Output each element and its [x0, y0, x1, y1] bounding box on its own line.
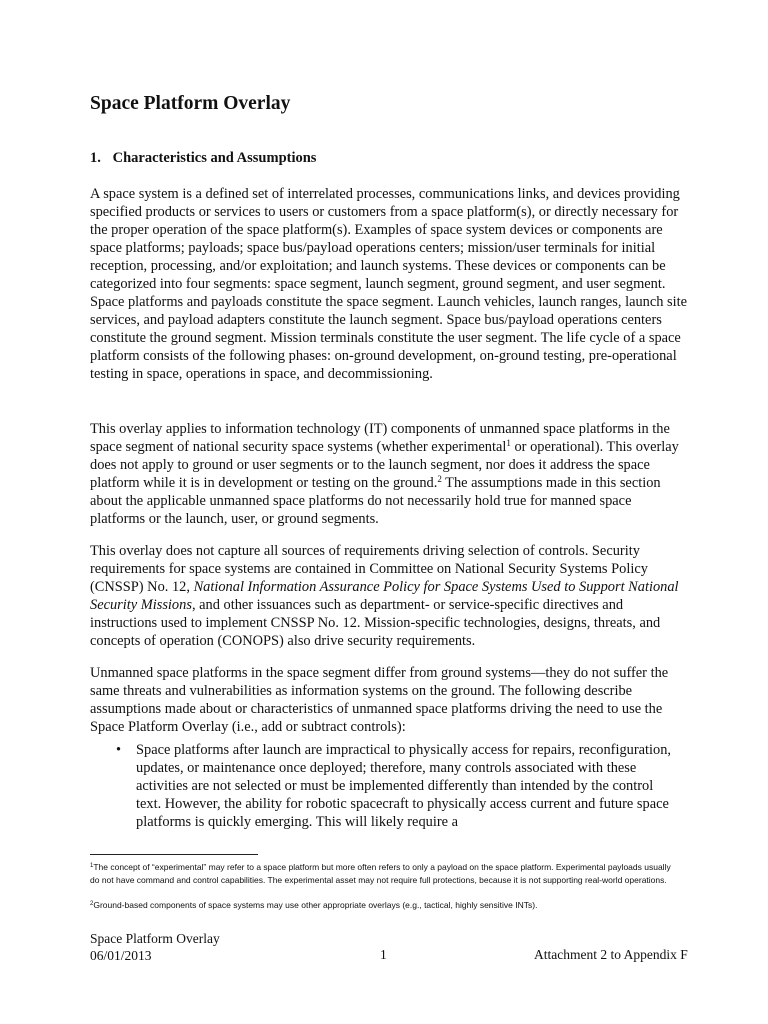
paragraph-overlay-scope-part1: This overlay applies to information technology (IT) components of unmanned space platforms in the space segment of national security space systems (whether experimental	[90, 421, 670, 455]
footnote-ref-2: 2	[437, 474, 442, 484]
paragraph-assumptions-intro: Unmanned space platforms in the space segment differ from ground systems—they do not suffer the same threats and vulnerabilities as information systems on the ground. The following describe assumptions made about or characteristics of unmanned space platforms driving the need to use the Space Platform Overlay (i.e., add or subtract controls):	[90, 665, 669, 735]
footnote-2-text: Ground-based components of space systems may use other appropriate overlays (e.g., tactical, highly sensitive INTs).	[93, 900, 538, 910]
footnote-ref-1: 1	[506, 438, 511, 448]
paragraph-space-system-definition: A space system is a defined set of interrelated processes, communications links, and devices providing specified products or services to users or customers from a space platform(s), or directly necessary for the proper operation of the space platform(s). Examples of space system devices or components are space platforms; payloads; space bus/payload operations centers; mission/user terminals for initial reception, processing, and/or exploitation; and launch systems. These devices or components can be categorized into four segments: space segment, launch segment, ground segment, and user segment. Space platforms and payloads constitute the space segment. Launch vehicles, launch ranges, launch site services, and payload adapters constitute the launch segment. Space bus/payload operations centers constitute the ground segment. Mission terminals constitute the user segment. The life cycle of a space platform consists of the following phases: on-ground development, on-ground testing, pre-operational testing in space, operations in space, and decommissioning.	[90, 186, 688, 382]
footer-date: 06/01/2013	[90, 948, 152, 963]
section-heading-text: Characteristics and Assumptions	[112, 150, 317, 166]
footnote-1-text: The concept of “experimental” may refer to a space platform but more often refers to only a payload on the space platform. Experimental payloads usually do not have command and control capabilities. The experimental asset may not require full protections, because it is not supporting real-world operations.	[90, 862, 671, 885]
footnote-1	[90, 861, 680, 887]
footnote-2	[90, 899, 680, 912]
paragraph-overlay-scope-part2: or operational). This overlay does not apply to ground or user segments or to the launch segment, nor does it address the space platform while it is in development or testing on the ground.	[90, 439, 679, 491]
paragraph-requirements-part1: This overlay does not capture all sources of requirements driving selection of controls. Security requirements for space systems are contained in Committee on National Security Systems Policy (CNSSP) No. 12,	[90, 543, 648, 595]
footer-page-number: 1	[380, 947, 387, 962]
bullet-text: Space platforms after launch are impractical to physically access for repairs, reconfiguration, updates, or maintenance once deployed; therefore, many controls associated with these activities are not selected or must be implemented differently than intended by the control text. However, the ability for robotic spacecraft to physically access current and future space platforms is quickly emerging. This will likely require a	[136, 742, 672, 830]
paragraph-overlay-scope	[90, 420, 690, 528]
policy-title-italic: National Information Assurance Policy for Space Systems Used to Support National Security Missions	[90, 579, 679, 613]
footer-attachment: Attachment 2 to Appendix F	[534, 947, 688, 962]
footer-doc-info	[90, 930, 220, 964]
footer-doc-name: Space Platform Overlay	[90, 931, 220, 946]
section-number: 1.	[90, 150, 101, 166]
footnote-divider	[90, 854, 258, 855]
paragraph-overlay-scope-part3: The assumptions made in this section about the applicable unmanned space platforms do not necessarily hold true for manned space platforms or the launch, user, or ground segments.	[90, 475, 661, 527]
bullet-icon: •	[116, 742, 122, 758]
bullet-list-item	[116, 741, 676, 831]
paragraph-requirements-part2: , and other issuances such as department- or service-specific directives and instructions used to implement CNSSP No. 12. Mission-specific technologies, designs, threats, and concepts of operation (CONOPS) also drive security requirements.	[90, 597, 661, 649]
footnote-2-mark: 2	[90, 901, 94, 907]
document-title: Space Platform Overlay	[90, 93, 291, 114]
footnote-1-mark: 1	[90, 863, 94, 869]
paragraph-requirements-sources	[90, 542, 690, 650]
section-heading	[90, 150, 316, 167]
